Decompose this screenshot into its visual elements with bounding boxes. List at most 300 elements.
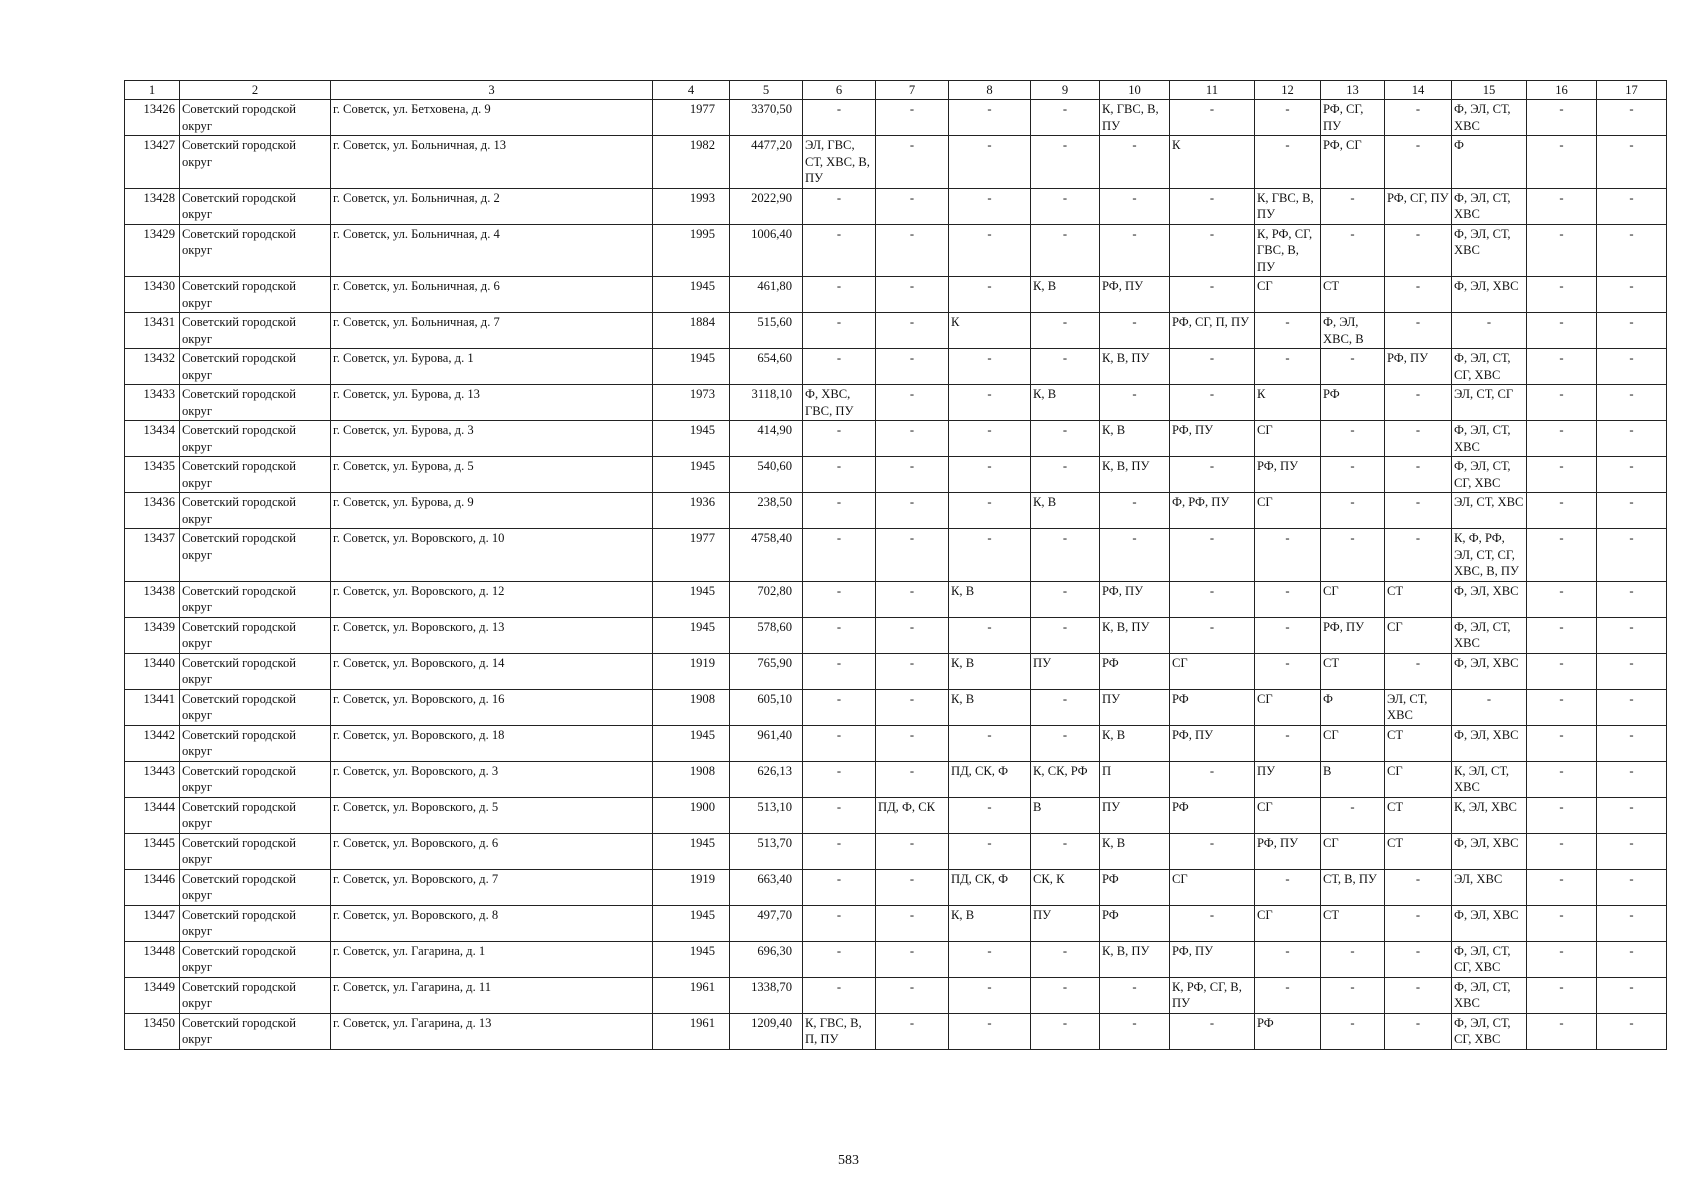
code-cell-col-8: К [949,313,1031,349]
year-cell: 1945 [653,725,730,761]
area-cell: 1006,40 [730,224,803,277]
year-cell: 1936 [653,493,730,529]
address-cell: г. Советск, ул. Бурова, д. 1 [331,349,653,385]
housing-table [124,80,1667,1050]
code-cell-col-17: - [1597,188,1667,224]
code-cell-col-14: РФ, ПУ [1385,349,1452,385]
region-cell: Советский городской округ [180,617,331,653]
code-cell-col-16: - [1527,493,1597,529]
code-cell-col-13: СТ [1321,653,1385,689]
code-cell-col-6: - [803,313,876,349]
code-cell-col-17: - [1597,869,1667,905]
code-cell-col-14: - [1385,224,1452,277]
code-cell-col-13: Ф [1321,689,1385,725]
table-row [125,797,1667,833]
code-cell-col-11: - [1170,529,1255,582]
code-cell-col-14: - [1385,905,1452,941]
table-row [125,188,1667,224]
code-cell-col-12: - [1255,349,1321,385]
area-cell: 461,80 [730,277,803,313]
code-cell-col-12: - [1255,977,1321,1013]
code-cell-col-15: Ф, ЭЛ, СТ, СГ, ХВС [1452,457,1527,493]
region-cell: Советский городской округ [180,136,331,189]
area-cell: 663,40 [730,869,803,905]
area-cell: 578,60 [730,617,803,653]
code-cell-col-6: - [803,725,876,761]
code-cell-col-13: - [1321,941,1385,977]
row-number: 13445 [125,833,180,869]
code-cell-col-11: - [1170,581,1255,617]
code-cell-col-10: - [1100,224,1170,277]
year-cell: 1945 [653,581,730,617]
code-cell-col-17: - [1597,349,1667,385]
code-cell-col-8: - [949,457,1031,493]
row-number: 13444 [125,797,180,833]
code-cell-col-14: - [1385,457,1452,493]
code-cell-col-7: - [876,761,949,797]
column-header-15: 15 [1452,81,1527,100]
code-cell-col-17: - [1597,457,1667,493]
code-cell-col-13: СТ [1321,277,1385,313]
column-header-3: 3 [331,81,653,100]
code-cell-col-16: - [1527,725,1597,761]
table-row [125,224,1667,277]
column-header-13: 13 [1321,81,1385,100]
code-cell-col-16: - [1527,941,1597,977]
code-cell-col-11: РФ [1170,689,1255,725]
code-cell-col-9: - [1031,581,1100,617]
code-cell-col-16: - [1527,421,1597,457]
code-cell-col-10: К, В, ПУ [1100,457,1170,493]
code-cell-col-15: Ф [1452,136,1527,189]
code-cell-col-14: СГ [1385,761,1452,797]
code-cell-col-10: К, В, ПУ [1100,617,1170,653]
code-cell-col-15: Ф, ЭЛ, СТ, СГ, ХВС [1452,1013,1527,1049]
code-cell-col-10: К, В, ПУ [1100,941,1170,977]
row-number: 13434 [125,421,180,457]
year-cell: 1945 [653,905,730,941]
area-cell: 4477,20 [730,136,803,189]
code-cell-col-7: - [876,277,949,313]
region-cell: Советский городской округ [180,529,331,582]
code-cell-col-11: СГ [1170,869,1255,905]
address-cell: г. Советск, ул. Бурова, д. 3 [331,421,653,457]
table-row [125,385,1667,421]
code-cell-col-7: - [876,689,949,725]
region-cell: Советский городской округ [180,833,331,869]
code-cell-col-17: - [1597,689,1667,725]
code-cell-col-9: - [1031,457,1100,493]
code-cell-col-15: - [1452,689,1527,725]
year-cell: 1908 [653,761,730,797]
column-header-7: 7 [876,81,949,100]
code-cell-col-15: Ф, ЭЛ, ХВС [1452,833,1527,869]
code-cell-col-10: К, ГВС, В, ПУ [1100,100,1170,136]
region-cell: Советский городской округ [180,1013,331,1049]
column-header-11: 11 [1170,81,1255,100]
address-cell: г. Советск, ул. Воровского, д. 6 [331,833,653,869]
region-cell: Советский городской округ [180,493,331,529]
code-cell-col-9: ПУ [1031,653,1100,689]
code-cell-col-10: - [1100,493,1170,529]
column-header-10: 10 [1100,81,1170,100]
address-cell: г. Советск, ул. Больничная, д. 4 [331,224,653,277]
area-cell: 605,10 [730,689,803,725]
year-cell: 1945 [653,941,730,977]
code-cell-col-15: К, ЭЛ, СТ, ХВС [1452,761,1527,797]
code-cell-col-6: - [803,349,876,385]
code-cell-col-12: - [1255,529,1321,582]
year-cell: 1945 [653,457,730,493]
code-cell-col-10: П [1100,761,1170,797]
table-row [125,869,1667,905]
code-cell-col-8: - [949,797,1031,833]
code-cell-col-12: - [1255,941,1321,977]
column-header-14: 14 [1385,81,1452,100]
code-cell-col-15: Ф, ЭЛ, ХВС [1452,581,1527,617]
area-cell: 1338,70 [730,977,803,1013]
year-cell: 1884 [653,313,730,349]
code-cell-col-12: СГ [1255,689,1321,725]
year-cell: 1945 [653,833,730,869]
code-cell-col-14: - [1385,1013,1452,1049]
code-cell-col-11: - [1170,617,1255,653]
code-cell-col-13: СТ, В, ПУ [1321,869,1385,905]
code-cell-col-12: - [1255,313,1321,349]
column-header-9: 9 [1031,81,1100,100]
code-cell-col-17: - [1597,136,1667,189]
code-cell-col-6: - [803,457,876,493]
code-cell-col-11: - [1170,349,1255,385]
code-cell-col-9: ПУ [1031,905,1100,941]
address-cell: г. Советск, ул. Воровского, д. 12 [331,581,653,617]
code-cell-col-14: - [1385,941,1452,977]
code-cell-col-14: СТ [1385,797,1452,833]
region-cell: Советский городской округ [180,869,331,905]
address-cell: г. Советск, ул. Больничная, д. 2 [331,188,653,224]
code-cell-col-12: - [1255,869,1321,905]
area-cell: 497,70 [730,905,803,941]
column-header-1: 1 [125,81,180,100]
code-cell-col-7: - [876,529,949,582]
code-cell-col-6: - [803,869,876,905]
code-cell-col-11: - [1170,100,1255,136]
code-cell-col-8: - [949,941,1031,977]
code-cell-col-9: В [1031,797,1100,833]
code-cell-col-8: - [949,421,1031,457]
code-cell-col-11: - [1170,833,1255,869]
code-cell-col-8: К, В [949,689,1031,725]
code-cell-col-14: - [1385,869,1452,905]
year-cell: 1982 [653,136,730,189]
code-cell-col-9: - [1031,136,1100,189]
code-cell-col-13: СГ [1321,833,1385,869]
year-cell: 1993 [653,188,730,224]
code-cell-col-10: - [1100,1013,1170,1049]
code-cell-col-6: - [803,689,876,725]
code-cell-col-8: - [949,493,1031,529]
code-cell-col-9: - [1031,529,1100,582]
code-cell-col-11: РФ, СГ, П, ПУ [1170,313,1255,349]
code-cell-col-12: ПУ [1255,761,1321,797]
code-cell-col-13: - [1321,797,1385,833]
code-cell-col-15: Ф, ЭЛ, СТ, ХВС [1452,977,1527,1013]
code-cell-col-14: СТ [1385,581,1452,617]
code-cell-col-7: - [876,385,949,421]
code-cell-col-15: Ф, ЭЛ, СТ, ХВС [1452,617,1527,653]
table-row [125,725,1667,761]
code-cell-col-13: В [1321,761,1385,797]
code-cell-col-12: - [1255,617,1321,653]
code-cell-col-16: - [1527,761,1597,797]
code-cell-col-9: - [1031,977,1100,1013]
region-cell: Советский городской округ [180,941,331,977]
row-number: 13443 [125,761,180,797]
address-cell: г. Советск, ул. Воровского, д. 8 [331,905,653,941]
code-cell-col-8: К, В [949,581,1031,617]
row-number: 13441 [125,689,180,725]
code-cell-col-8: ПД, СК, Ф [949,869,1031,905]
code-cell-col-16: - [1527,1013,1597,1049]
code-cell-col-7: - [876,457,949,493]
code-cell-col-14: - [1385,493,1452,529]
code-cell-col-14: - [1385,529,1452,582]
code-cell-col-11: Ф, РФ, ПУ [1170,493,1255,529]
code-cell-col-6: - [803,653,876,689]
column-header-16: 16 [1527,81,1597,100]
code-cell-col-13: - [1321,224,1385,277]
code-cell-col-10: - [1100,529,1170,582]
code-cell-col-7: - [876,725,949,761]
code-cell-col-8: - [949,529,1031,582]
code-cell-col-7: - [876,224,949,277]
code-cell-col-14: - [1385,421,1452,457]
code-cell-col-6: - [803,277,876,313]
code-cell-col-10: - [1100,977,1170,1013]
code-cell-col-7: - [876,313,949,349]
code-cell-col-12: СГ [1255,905,1321,941]
area-cell: 626,13 [730,761,803,797]
code-cell-col-14: - [1385,313,1452,349]
code-cell-col-13: - [1321,349,1385,385]
code-cell-col-17: - [1597,761,1667,797]
code-cell-col-7: - [876,349,949,385]
code-cell-col-11: К [1170,136,1255,189]
code-cell-col-7: - [876,100,949,136]
code-cell-col-8: К, В [949,653,1031,689]
code-cell-col-12: РФ, ПУ [1255,457,1321,493]
code-cell-col-14: - [1385,385,1452,421]
year-cell: 1995 [653,224,730,277]
code-cell-col-14: СГ [1385,617,1452,653]
code-cell-col-15: Ф, ЭЛ, СТ, ХВС [1452,224,1527,277]
address-cell: г. Советск, ул. Воровского, д. 13 [331,617,653,653]
row-number: 13438 [125,581,180,617]
code-cell-col-12: К, РФ, СГ, ГВС, В, ПУ [1255,224,1321,277]
code-cell-col-17: - [1597,905,1667,941]
region-cell: Советский городской округ [180,100,331,136]
code-cell-col-17: - [1597,529,1667,582]
column-header-12: 12 [1255,81,1321,100]
year-cell: 1973 [653,385,730,421]
code-cell-col-15: К, Ф, РФ, ЭЛ, СТ, СГ, ХВС, В, ПУ [1452,529,1527,582]
code-cell-col-8: ПД, СК, Ф [949,761,1031,797]
table-row [125,493,1667,529]
address-cell: г. Советск, ул. Больничная, д. 6 [331,277,653,313]
area-cell: 696,30 [730,941,803,977]
code-cell-col-17: - [1597,493,1667,529]
code-cell-col-15: Ф, ЭЛ, ХВС [1452,905,1527,941]
code-cell-col-13: РФ [1321,385,1385,421]
code-cell-col-8: - [949,188,1031,224]
table-header [125,81,1667,100]
code-cell-col-7: - [876,905,949,941]
code-cell-col-17: - [1597,653,1667,689]
area-cell: 414,90 [730,421,803,457]
code-cell-col-6: - [803,941,876,977]
code-cell-col-14: - [1385,977,1452,1013]
code-cell-col-7: - [876,493,949,529]
code-cell-col-16: - [1527,529,1597,582]
code-cell-col-7: - [876,653,949,689]
code-cell-col-6: - [803,833,876,869]
code-cell-col-8: - [949,224,1031,277]
code-cell-col-11: - [1170,1013,1255,1049]
code-cell-col-6: - [803,421,876,457]
table-row [125,529,1667,582]
column-header-4: 4 [653,81,730,100]
region-cell: Советский городской округ [180,457,331,493]
code-cell-col-9: К, В [1031,277,1100,313]
code-cell-col-8: - [949,385,1031,421]
table-row [125,136,1667,189]
code-cell-col-16: - [1527,617,1597,653]
code-cell-col-7: ПД, Ф, СК [876,797,949,833]
area-cell: 654,60 [730,349,803,385]
row-number: 13428 [125,188,180,224]
code-cell-col-17: - [1597,941,1667,977]
code-cell-col-8: - [949,725,1031,761]
area-cell: 2022,90 [730,188,803,224]
code-cell-col-10: - [1100,313,1170,349]
code-cell-col-16: - [1527,313,1597,349]
row-number: 13432 [125,349,180,385]
code-cell-col-15: Ф, ЭЛ, ХВС [1452,277,1527,313]
code-cell-col-15: Ф, ЭЛ, СТ, ХВС [1452,188,1527,224]
code-cell-col-11: - [1170,385,1255,421]
table-row [125,313,1667,349]
code-cell-col-6: - [803,797,876,833]
code-cell-col-13: - [1321,457,1385,493]
code-cell-col-6: - [803,761,876,797]
table-row [125,617,1667,653]
code-cell-col-10: РФ, ПУ [1100,581,1170,617]
code-cell-col-6: - [803,493,876,529]
code-cell-col-16: - [1527,188,1597,224]
code-cell-col-16: - [1527,581,1597,617]
code-cell-col-14: СТ [1385,833,1452,869]
code-cell-col-17: - [1597,617,1667,653]
code-cell-col-8: - [949,349,1031,385]
code-cell-col-12: - [1255,581,1321,617]
code-cell-col-9: - [1031,349,1100,385]
code-cell-col-6: - [803,224,876,277]
year-cell: 1945 [653,421,730,457]
code-cell-col-12: - [1255,100,1321,136]
table-row [125,653,1667,689]
code-cell-col-17: - [1597,725,1667,761]
code-cell-col-10: ПУ [1100,689,1170,725]
table-row [125,977,1667,1013]
code-cell-col-17: - [1597,277,1667,313]
code-cell-col-12: К, ГВС, В, ПУ [1255,188,1321,224]
code-cell-col-12: СГ [1255,277,1321,313]
code-cell-col-12: СГ [1255,421,1321,457]
code-cell-col-13: СГ [1321,725,1385,761]
column-header-5: 5 [730,81,803,100]
code-cell-col-10: РФ [1100,653,1170,689]
code-cell-col-14: - [1385,136,1452,189]
year-cell: 1961 [653,977,730,1013]
code-cell-col-17: - [1597,100,1667,136]
code-cell-col-9: К, СК, РФ [1031,761,1100,797]
code-cell-col-6: Ф, ХВС, ГВС, ПУ [803,385,876,421]
code-cell-col-15: Ф, ЭЛ, СТ, ХВС [1452,421,1527,457]
table-row [125,761,1667,797]
code-cell-col-17: - [1597,421,1667,457]
code-cell-col-10: К, В [1100,421,1170,457]
code-cell-col-11: РФ [1170,797,1255,833]
year-cell: 1945 [653,617,730,653]
code-cell-col-16: - [1527,100,1597,136]
row-number: 13442 [125,725,180,761]
code-cell-col-16: - [1527,905,1597,941]
address-cell: г. Советск, ул. Воровского, д. 10 [331,529,653,582]
table-row [125,277,1667,313]
code-cell-col-10: - [1100,385,1170,421]
code-cell-col-12: СГ [1255,797,1321,833]
address-cell: г. Советск, ул. Бетховена, д. 9 [331,100,653,136]
code-cell-col-12: РФ, ПУ [1255,833,1321,869]
code-cell-col-9: - [1031,421,1100,457]
code-cell-col-17: - [1597,385,1667,421]
code-cell-col-15: ЭЛ, ХВС [1452,869,1527,905]
code-cell-col-6: - [803,581,876,617]
table-row [125,941,1667,977]
address-cell: г. Советск, ул. Воровского, д. 3 [331,761,653,797]
code-cell-col-16: - [1527,136,1597,189]
code-cell-col-11: - [1170,277,1255,313]
code-cell-col-14: СТ [1385,725,1452,761]
code-cell-col-13: - [1321,421,1385,457]
year-cell: 1919 [653,653,730,689]
region-cell: Советский городской округ [180,349,331,385]
code-cell-col-7: - [876,869,949,905]
code-cell-col-7: - [876,617,949,653]
code-cell-col-9: - [1031,313,1100,349]
code-cell-col-10: РФ, ПУ [1100,277,1170,313]
code-cell-col-9: - [1031,941,1100,977]
area-cell: 513,70 [730,833,803,869]
area-cell: 238,50 [730,493,803,529]
region-cell: Советский городской округ [180,725,331,761]
code-cell-col-6: - [803,100,876,136]
row-number: 13449 [125,977,180,1013]
code-cell-col-16: - [1527,833,1597,869]
code-cell-col-8: - [949,977,1031,1013]
code-cell-col-17: - [1597,1013,1667,1049]
code-cell-col-7: - [876,421,949,457]
